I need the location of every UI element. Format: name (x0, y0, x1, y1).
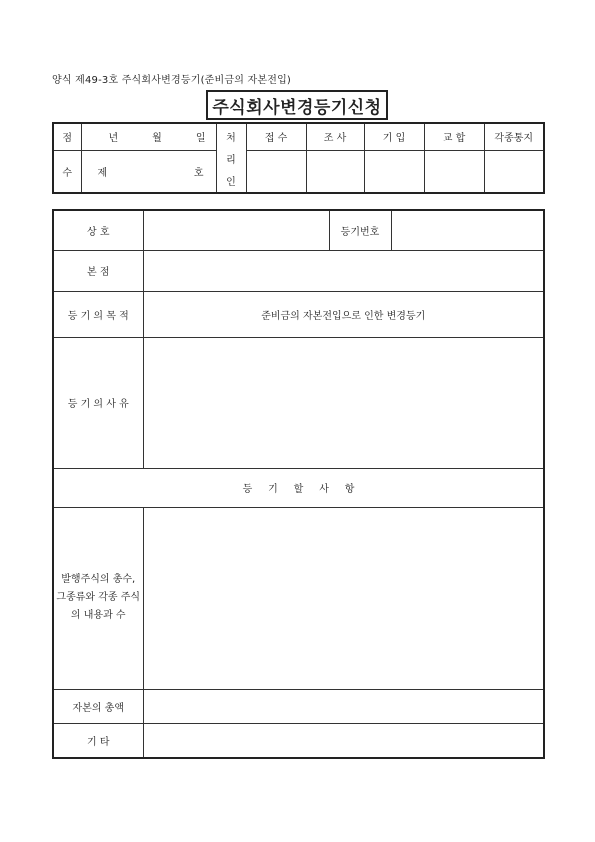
col-collation: 교 합 (424, 123, 484, 150)
entry-seal-box[interactable] (364, 150, 424, 193)
purpose-label: 등 기 의 목 적 (53, 291, 143, 337)
receipt-jeom: 점 (53, 123, 81, 150)
month-label: 월 (152, 133, 162, 145)
processing-in: 인 (226, 176, 236, 188)
receipt-seal-box[interactable] (246, 150, 306, 193)
matters-heading: 등 기 할 사 항 (53, 468, 544, 507)
investigation-seal-box[interactable] (306, 150, 364, 193)
ho-label: 호 (193, 167, 204, 179)
head-office-field[interactable] (143, 250, 544, 291)
shares-label: 발행주식의 총수, 그종류와 각종 주식의 내용과 수 (53, 507, 143, 689)
processing-ri: 리 (226, 154, 236, 166)
year-label: 년 (108, 133, 119, 145)
other-label: 기 타 (53, 723, 143, 758)
purpose-value: 준비금의 자본전입으로 인한 변경등기 (143, 291, 544, 337)
receipt-table (52, 122, 545, 194)
trade-name-field[interactable] (143, 210, 329, 250)
head-office-label: 본 점 (53, 250, 143, 291)
application-table (52, 209, 545, 759)
notice-seal-box[interactable] (484, 150, 544, 193)
day-label: 일 (195, 133, 206, 145)
form-id: 양식 제49-3호 주식회사변경등기(준비금의 자본전입) (52, 75, 292, 86)
capital-label: 자본의 총액 (53, 689, 143, 723)
col-receipt: 접 수 (246, 123, 306, 150)
je-label: 제 (97, 167, 108, 179)
receipt-date[interactable] (81, 123, 216, 150)
other-field[interactable] (143, 723, 544, 758)
processing-label (216, 123, 246, 193)
collation-seal-box[interactable] (424, 150, 484, 193)
form-title: 주식회사변경등기신청 (206, 90, 388, 120)
capital-field[interactable] (143, 689, 544, 723)
shares-field[interactable] (143, 507, 544, 689)
col-investigation: 조 사 (306, 123, 364, 150)
reg-number-label: 등기번호 (329, 210, 391, 250)
reason-label: 등 기 의 사 유 (53, 337, 143, 468)
receipt-su: 수 (53, 150, 81, 193)
receipt-number[interactable] (81, 150, 216, 193)
col-entry: 기 입 (364, 123, 424, 150)
col-notice: 각종통지 (484, 123, 544, 150)
processing-cheo: 처 (226, 132, 236, 144)
trade-name-label: 상 호 (53, 210, 143, 250)
reg-number-field[interactable] (391, 210, 544, 250)
reason-field[interactable] (143, 337, 544, 468)
